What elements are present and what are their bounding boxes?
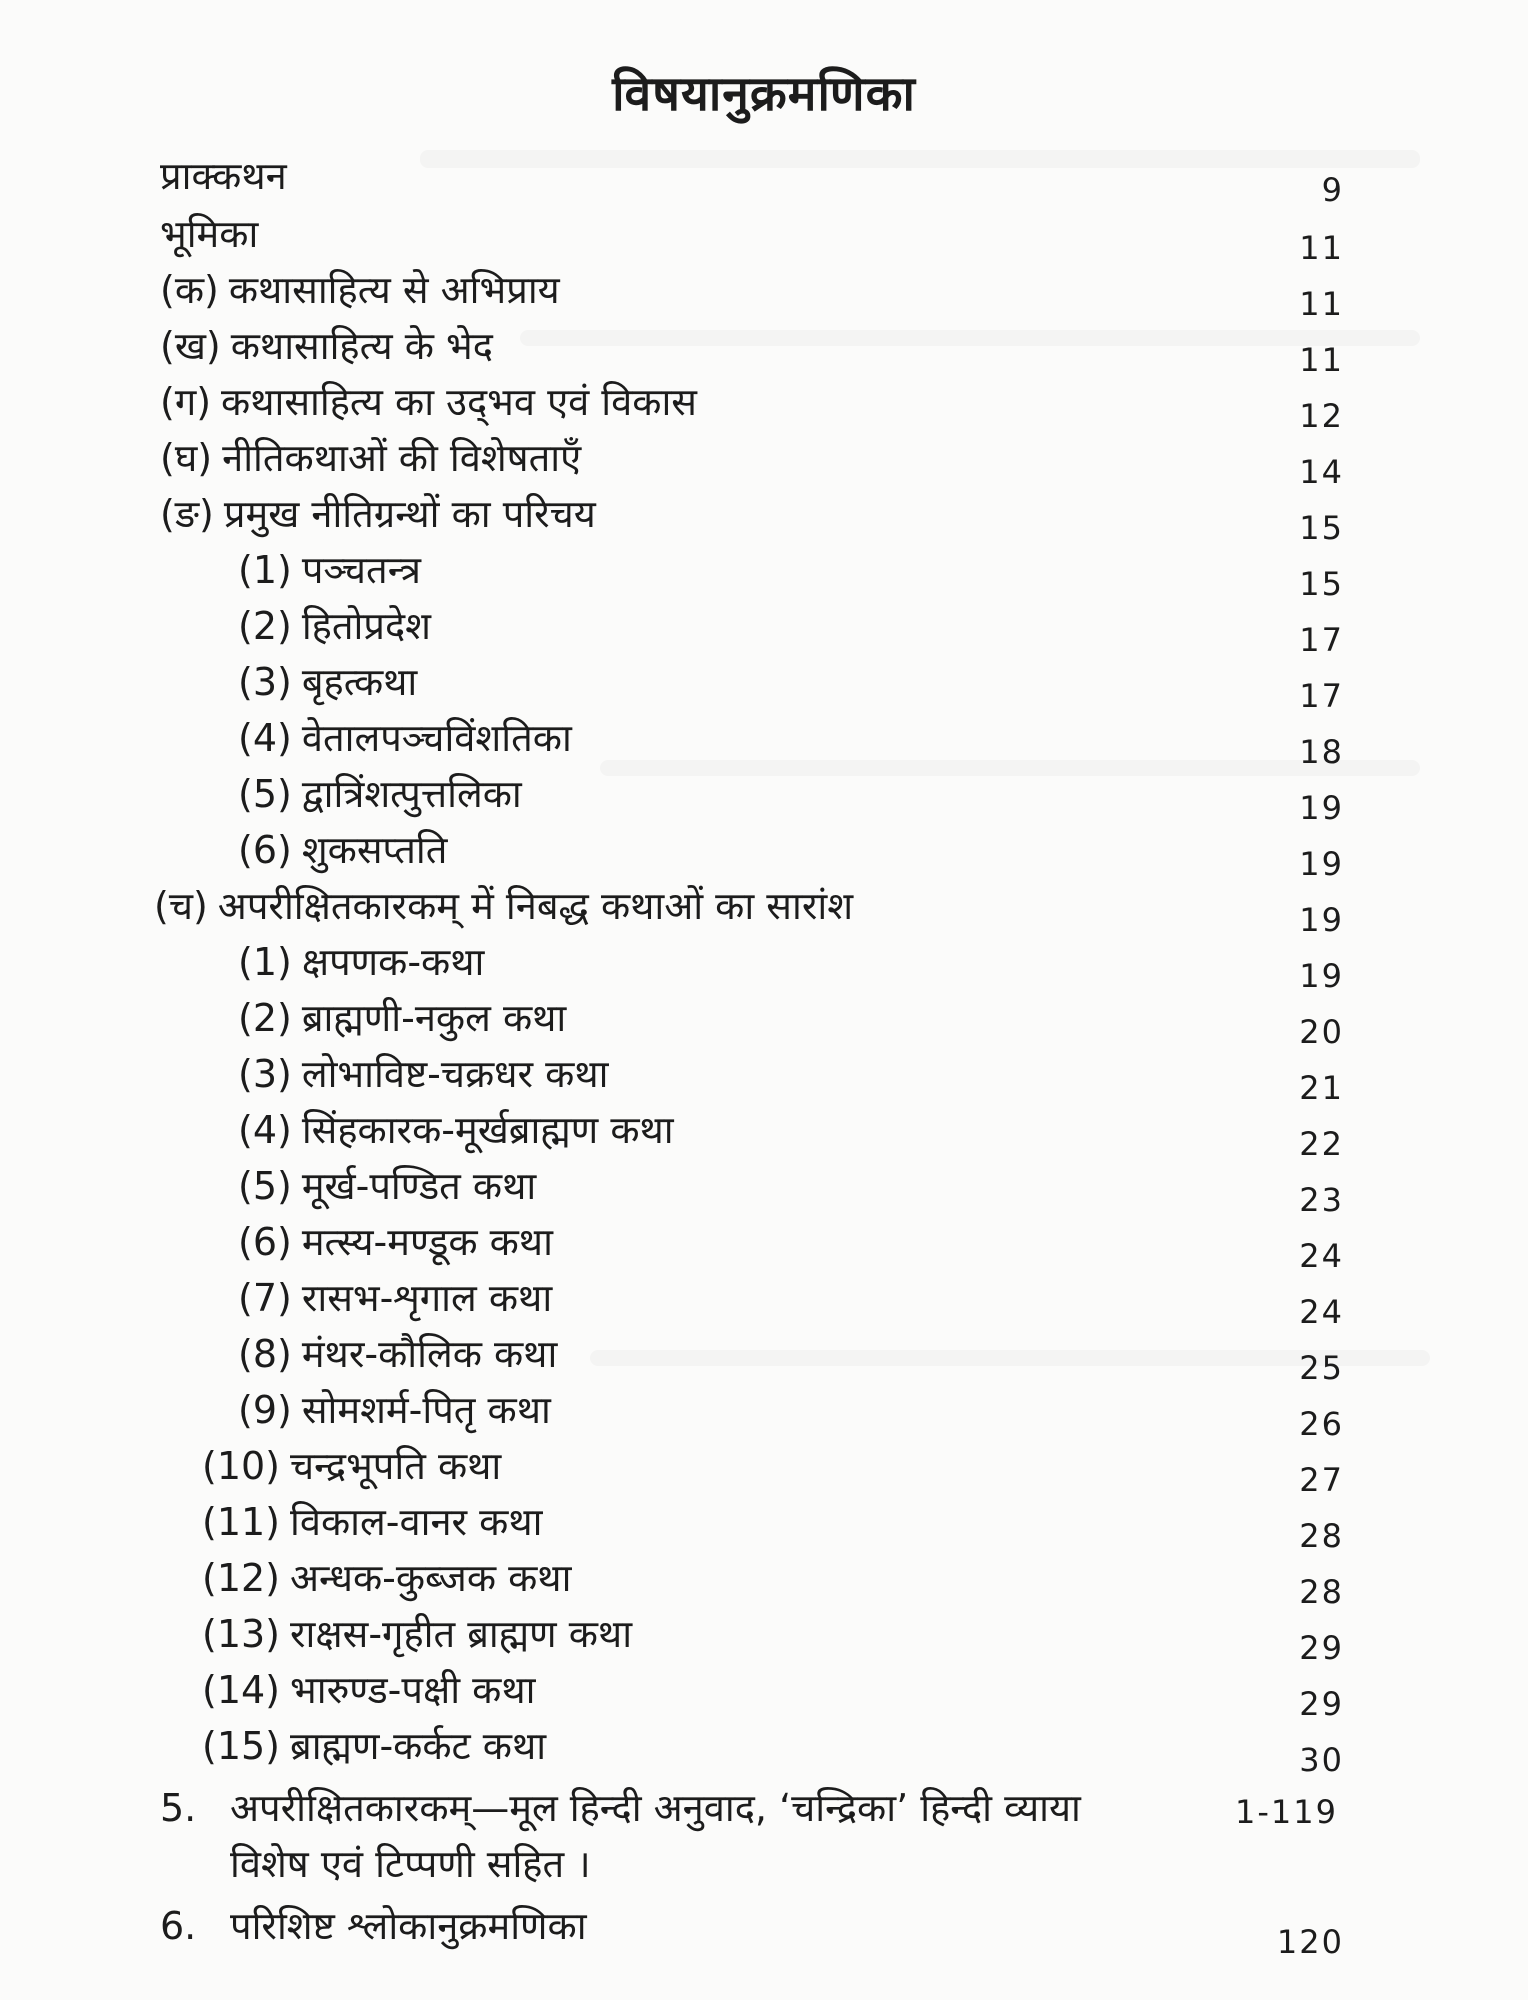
toc-entry [0, 1780, 1528, 1892]
entry-marker: (च) [154, 884, 208, 928]
entry-marker: (3) [238, 660, 292, 704]
toc-entry [0, 1494, 1528, 1555]
entry-text: पञ्चतन्त्र [301, 548, 422, 592]
entry-text: ब्राह्मणी-नकुल कथा [301, 996, 567, 1040]
entry-page-number: 28 [1299, 1573, 1344, 1611]
entry-text-continued: विशेष एवं टिप्पणी सहित । [230, 1842, 591, 1886]
entry-label [238, 1214, 553, 1270]
entry-label [202, 1550, 571, 1606]
entry-marker: (क) [160, 268, 219, 312]
entry-label [238, 1158, 536, 1214]
entry-label: भूमिका [160, 212, 259, 256]
entry-label [160, 318, 493, 374]
entry-page-number: 19 [1299, 789, 1344, 827]
entry-label [238, 1046, 608, 1102]
entry-text: लोभाविष्ट-चक्रधर कथा [301, 1052, 609, 1096]
entry-page-number: 17 [1299, 677, 1344, 715]
entry-marker: (11) [202, 1500, 281, 1544]
entry-label [160, 1898, 587, 1954]
entry-text: भारुण्ड-पक्षी कथा [290, 1668, 536, 1712]
entry-text: रासभ-शृगाल कथा [301, 1276, 553, 1320]
entry-label [160, 1780, 1081, 1836]
entry-text: अन्धक-कुब्जक कथा [290, 1556, 572, 1600]
toc-entry [0, 1214, 1528, 1275]
entry-marker: (1) [238, 548, 292, 592]
entry-text: द्वात्रिंशत्पुत्तलिका [301, 772, 522, 816]
entry-marker: (5) [238, 1164, 292, 1208]
entry-marker: (1) [238, 940, 292, 984]
entry-label [154, 878, 853, 934]
entry-marker: (6) [238, 1220, 292, 1264]
toc-entry [0, 1718, 1528, 1779]
entry-marker: (ग) [160, 380, 212, 424]
entry-text: शुकसप्तति [301, 828, 448, 872]
entry-marker: 5. [160, 1786, 197, 1830]
entry-page-number: 29 [1299, 1685, 1344, 1723]
entry-page-number: 19 [1299, 845, 1344, 883]
toc-entry [0, 430, 1528, 491]
entry-label [238, 1270, 552, 1326]
toc-entry [0, 1046, 1528, 1107]
entry-page-number: 14 [1299, 453, 1344, 491]
entry-label [238, 542, 421, 598]
entry-page-number: 26 [1299, 1405, 1344, 1443]
entry-text: अपरीक्षितकारकम् में निबद्ध कथाओं का सारांश [217, 884, 854, 928]
entry-page-number: 11 [1299, 285, 1344, 323]
toc-entry [0, 822, 1528, 883]
entry-page-number: 12 [1299, 397, 1344, 435]
toc-entry [0, 1898, 1528, 1961]
toc-entry [0, 878, 1528, 939]
entry-text: ब्राह्मण-कर्कट कथा [290, 1724, 547, 1768]
entry-marker: 6. [160, 1904, 197, 1948]
toc-entry [0, 1550, 1528, 1611]
entry-label [160, 374, 697, 430]
toc-entry [0, 542, 1528, 603]
entry-label [160, 262, 560, 318]
entry-label [238, 1326, 557, 1382]
entry-marker: (ख) [160, 324, 221, 368]
entry-page-number: 15 [1299, 509, 1344, 547]
entry-label [238, 710, 572, 766]
toc-entry [0, 1158, 1528, 1219]
toc-entry [0, 766, 1528, 827]
entry-text: वेतालपञ्चविंशतिका [301, 716, 572, 760]
entry-label [238, 934, 484, 990]
entry-text: राक्षस-गृहीत ब्राह्मण कथा [290, 1612, 633, 1656]
entry-label [238, 822, 447, 878]
toc-entry [0, 1662, 1528, 1723]
toc-entry [0, 374, 1528, 435]
toc-entry [0, 1606, 1528, 1667]
toc-entry [0, 1326, 1528, 1387]
entry-label: प्राक्कथन [160, 154, 287, 198]
toc-entry [0, 262, 1528, 323]
entry-marker: (2) [238, 996, 292, 1040]
toc-entry [0, 710, 1528, 771]
entry-page-number: 28 [1299, 1517, 1344, 1555]
entry-marker: (15) [202, 1724, 281, 1768]
entry-page-number: 120 [1276, 1923, 1344, 1961]
entry-label [202, 1718, 546, 1774]
entry-marker: (6) [238, 828, 292, 872]
entry-label [202, 1606, 632, 1662]
entry-page-number: 19 [1299, 901, 1344, 939]
entry-text: सिंहकारक-मूर्खब्राह्मण कथा [301, 1108, 674, 1152]
entry-page-number: 27 [1299, 1461, 1344, 1499]
entry-text: हितोप्रदेश [301, 604, 431, 648]
entry-label [202, 1662, 535, 1718]
entry-text: क्षपणक-कथा [301, 940, 485, 984]
entry-page-number: 30 [1299, 1741, 1344, 1779]
entry-page-number: 11 [1299, 229, 1344, 267]
toc-entry [0, 598, 1528, 659]
entry-text: अपरीक्षितकारकम्—मूल हिन्दी अनुवाद, ‘चन्द्रिका’ हिन्दी व्याया [230, 1786, 1081, 1830]
entry-marker: (13) [202, 1612, 281, 1656]
entry-label [202, 1438, 501, 1494]
entry-page-number: 18 [1299, 733, 1344, 771]
entry-marker: (14) [202, 1668, 281, 1712]
toc-entry [0, 486, 1528, 547]
entry-text: मत्स्य-मण्डूक कथा [301, 1220, 553, 1264]
entry-text: बृहत्कथा [301, 660, 418, 704]
entry-page-number: 29 [1299, 1629, 1344, 1667]
entry-marker: (12) [202, 1556, 281, 1600]
toc-entry [0, 1438, 1528, 1499]
entry-label [202, 1494, 542, 1550]
toc-entry [0, 1382, 1528, 1443]
entry-page-number: 19 [1299, 957, 1344, 995]
entry-text: मंथर-कौलिक कथा [301, 1332, 558, 1376]
toc-entry [0, 206, 1528, 267]
entry-page-number: 17 [1299, 621, 1344, 659]
entry-marker: (घ) [160, 436, 213, 480]
entry-text: मूर्ख-पण्डित कथा [301, 1164, 537, 1208]
entry-label [160, 486, 596, 542]
entry-marker: (4) [238, 716, 292, 760]
toc-entry [0, 934, 1528, 995]
entry-page-number: 9 [1321, 171, 1344, 209]
entry-marker: (5) [238, 772, 292, 816]
entry-label [238, 766, 522, 822]
entry-page-number: 20 [1299, 1013, 1344, 1051]
entry-text: सोमशर्म-पितृ कथा [301, 1388, 551, 1432]
entry-text: परिशिष्ट श्लोकानुक्रमणिका [230, 1904, 587, 1948]
entry-page-number: 1-119 [1235, 1793, 1338, 1831]
entry-text: कथासाहित्य से अभिप्राय [228, 268, 560, 312]
entry-marker: (4) [238, 1108, 292, 1152]
entry-marker: (8) [238, 1332, 292, 1376]
entry-text: चन्द्रभूपति कथा [290, 1444, 502, 1488]
entry-page-number: 23 [1299, 1181, 1344, 1219]
entry-text: प्रमुख नीतिग्रन्थों का परिचय [223, 492, 596, 536]
toc-entry [0, 1270, 1528, 1331]
toc-entry [0, 1102, 1528, 1163]
entry-marker: (10) [202, 1444, 281, 1488]
toc-entry [0, 148, 1528, 209]
entry-page-number: 24 [1299, 1237, 1344, 1275]
entry-page-number: 21 [1299, 1069, 1344, 1107]
entry-marker: (7) [238, 1276, 292, 1320]
entry-text: विकाल-वानर कथा [290, 1500, 543, 1544]
entry-page-number: 22 [1299, 1125, 1344, 1163]
entry-page-number: 25 [1299, 1349, 1344, 1387]
entry-marker: (3) [238, 1052, 292, 1096]
entry-label [238, 1102, 674, 1158]
entry-text: कथासाहित्य का उद्‌भव एवं विकास [221, 380, 697, 424]
entry-page-number: 24 [1299, 1293, 1344, 1331]
entry-text: कथासाहित्य के भेद [230, 324, 493, 368]
entry-marker: (2) [238, 604, 292, 648]
toc-entry [0, 990, 1528, 1051]
entry-label [238, 654, 417, 710]
entry-label [238, 990, 566, 1046]
entry-page-number: 15 [1299, 565, 1344, 603]
entry-text: नीतिकथाओं की विशेषताएँ [222, 436, 582, 480]
entry-marker: (ङ) [160, 492, 214, 536]
entry-page-number: 11 [1299, 341, 1344, 379]
entry-label [160, 430, 581, 486]
page-title: विषयानुक्रमणिका [612, 66, 916, 122]
entry-label [238, 598, 431, 654]
toc-entry [0, 654, 1528, 715]
entry-label [238, 1382, 551, 1438]
entry-marker: (9) [238, 1388, 292, 1432]
toc-entry [0, 318, 1528, 379]
